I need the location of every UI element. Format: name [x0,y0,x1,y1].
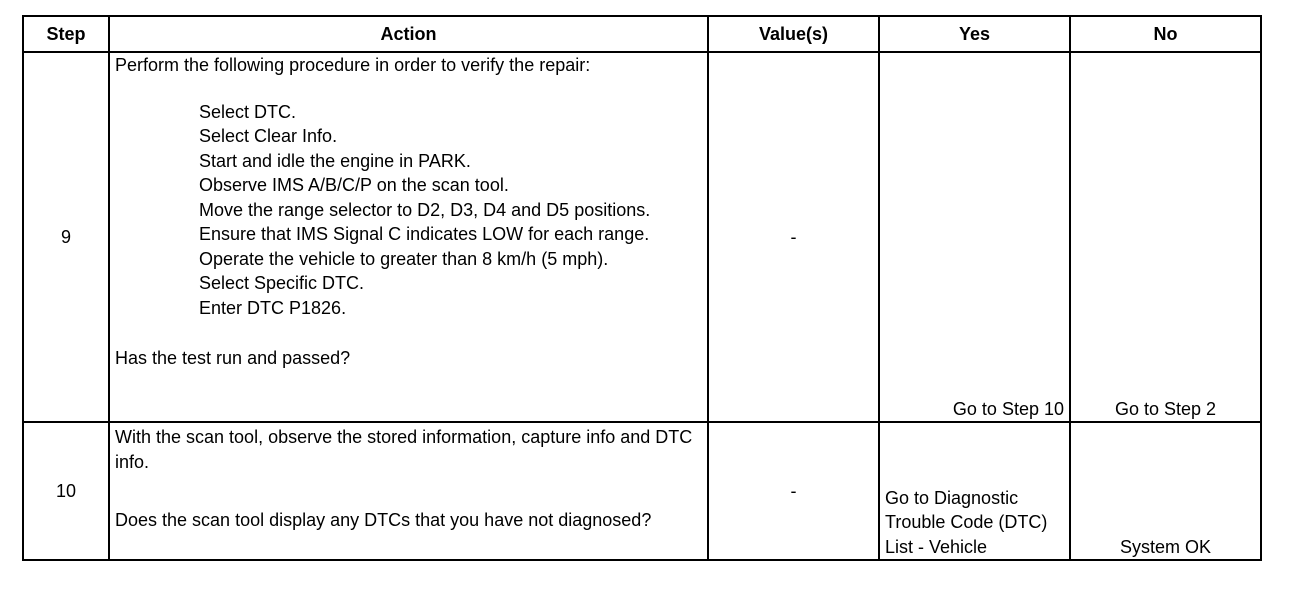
procedure-item: Observe IMS A/B/C/P on the scan tool. [199,175,509,195]
action-cell [109,52,708,422]
step-number: 10 [23,422,109,560]
table-row-step-9 [23,52,1261,422]
no-cell: System OK [1070,422,1261,560]
procedure-item: Enter DTC P1826. [199,297,347,318]
procedure-item: Move the range selector to D2, D3, D4 and D5 positions. Ensure that IMS Signal C indicates LOW for each range. [199,199,651,244]
procedure-item: Operate the vehicle to greater than 8 km/h (5 mph). [199,248,609,269]
procedure-item: Start and idle the engine in PARK. [199,150,471,171]
yes-cell: Go to Diagnostic Trouble Code (DTC) List - Vehicle [879,422,1070,560]
action-cell [109,422,708,560]
header-action: Action [109,16,708,52]
header-yes: Yes [879,16,1070,52]
header-no: No [1070,16,1261,52]
header-step: Step [23,16,109,52]
yes-cell: Go to Step 10 [879,52,1070,422]
header-row [23,16,1261,52]
header-values: Value(s) [708,16,879,52]
action-question: Does the scan tool display any DTCs that you have not diagnosed? [115,510,652,530]
diagnostic-table [22,15,1262,561]
procedure-item: Select Specific DTC. [199,273,365,293]
value-cell: - [708,422,879,560]
step-number: 9 [23,52,109,422]
procedure-list [115,100,702,321]
no-cell: Go to Step 2 [1070,52,1261,422]
procedure-item: Select Clear Info. [199,126,338,146]
table-row-step-10 [23,422,1261,560]
procedure-item: Select DTC. [199,101,297,122]
action-question: Has the test run and passed? [115,348,351,368]
action-intro: Perform the following procedure in order to verify the repair: [115,55,591,75]
action-intro: With the scan tool, observe the stored information, capture info and DTC info. [115,427,693,472]
value-cell: - [708,52,879,422]
